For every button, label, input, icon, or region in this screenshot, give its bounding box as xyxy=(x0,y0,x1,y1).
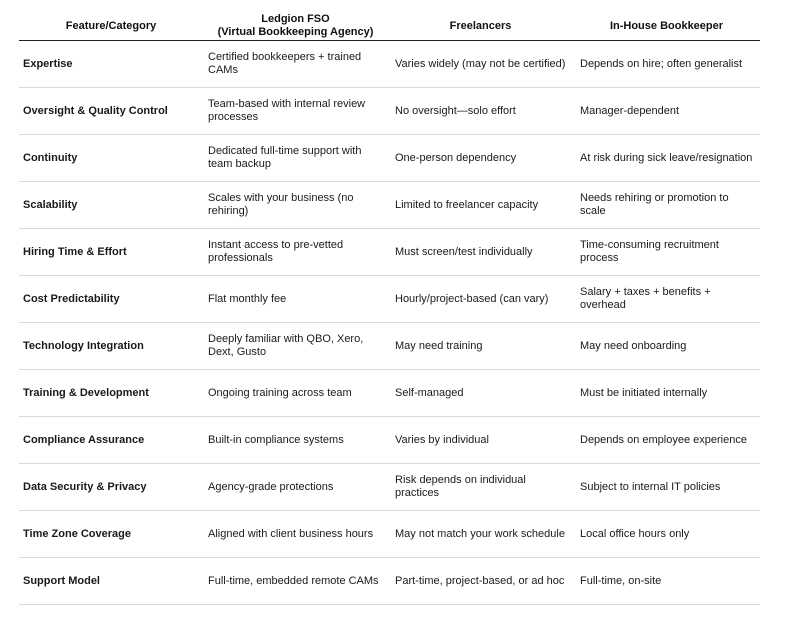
freelancers-cell: Hourly/project-based (can vary) xyxy=(388,276,573,323)
header-agency-subtitle: (Virtual Bookkeeping Agency) xyxy=(217,26,374,38)
inhouse-cell: At risk during sick leave/resignation xyxy=(573,135,760,182)
table-row xyxy=(19,135,760,182)
agency-cell: Scales with your business (no rehiring) xyxy=(203,182,388,229)
inhouse-cell: Depends on employee experience xyxy=(573,417,760,464)
agency-cell: Team-based with internal review processes xyxy=(203,88,388,135)
feature-cell: Cost Predictability xyxy=(19,276,203,323)
table-row xyxy=(19,558,760,605)
feature-cell: Compliance Assurance xyxy=(19,417,203,464)
table-row xyxy=(19,370,760,417)
freelancers-cell: One-person dependency xyxy=(388,135,573,182)
freelancers-cell: Varies by individual xyxy=(388,417,573,464)
inhouse-cell: Salary + taxes + benefits + overhead xyxy=(573,276,760,323)
header-row xyxy=(19,13,760,41)
freelancers-cell: Limited to freelancer capacity xyxy=(388,182,573,229)
table-row xyxy=(19,88,760,135)
inhouse-cell: Full-time, on-site xyxy=(573,558,760,605)
table-row xyxy=(19,417,760,464)
feature-cell: Oversight & Quality Control xyxy=(19,88,203,135)
freelancers-cell: Varies widely (may not be certified) xyxy=(388,41,573,88)
inhouse-cell: Subject to internal IT policies xyxy=(573,464,760,511)
freelancers-cell: Must screen/test individually xyxy=(388,229,573,276)
freelancers-cell: Risk depends on individual practices xyxy=(388,464,573,511)
comparison-table xyxy=(19,13,760,605)
table-body xyxy=(19,41,760,605)
agency-cell: Aligned with client business hours xyxy=(203,511,388,558)
feature-cell: Training & Development xyxy=(19,370,203,417)
inhouse-cell: Local office hours only xyxy=(573,511,760,558)
inhouse-cell: May need onboarding xyxy=(573,323,760,370)
freelancers-cell: Part-time, project-based, or ad hoc xyxy=(388,558,573,605)
table-row xyxy=(19,182,760,229)
feature-cell: Continuity xyxy=(19,135,203,182)
table-row xyxy=(19,41,760,88)
freelancers-cell: Self-managed xyxy=(388,370,573,417)
agency-cell: Agency-grade protections xyxy=(203,464,388,511)
freelancers-cell: No oversight—solo effort xyxy=(388,88,573,135)
header-agency xyxy=(203,13,388,41)
table-row xyxy=(19,229,760,276)
table-row xyxy=(19,464,760,511)
table-row xyxy=(19,276,760,323)
agency-cell: Instant access to pre-vetted professionals xyxy=(203,229,388,276)
inhouse-cell: Manager-dependent xyxy=(573,88,760,135)
feature-cell: Support Model xyxy=(19,558,203,605)
header-freelancers: Freelancers xyxy=(388,13,573,41)
freelancers-cell: May need training xyxy=(388,323,573,370)
feature-cell: Time Zone Coverage xyxy=(19,511,203,558)
header-inhouse: In-House Bookkeeper xyxy=(573,13,760,41)
table-row xyxy=(19,511,760,558)
agency-cell: Built-in compliance systems xyxy=(203,417,388,464)
inhouse-cell: Depends on hire; often generalist xyxy=(573,41,760,88)
inhouse-cell: Must be initiated internally xyxy=(573,370,760,417)
agency-cell: Flat monthly fee xyxy=(203,276,388,323)
feature-cell: Hiring Time & Effort xyxy=(19,229,203,276)
freelancers-cell: May not match your work schedule xyxy=(388,511,573,558)
table-header xyxy=(19,13,760,41)
table-row xyxy=(19,323,760,370)
header-feature: Feature/Category xyxy=(19,13,203,41)
feature-cell: Data Security & Privacy xyxy=(19,464,203,511)
agency-cell: Dedicated full-time support with team backup xyxy=(203,135,388,182)
agency-cell: Full-time, embedded remote CAMs xyxy=(203,558,388,605)
agency-cell: Certified bookkeepers + trained CAMs xyxy=(203,41,388,88)
feature-cell: Scalability xyxy=(19,182,203,229)
feature-cell: Technology Integration xyxy=(19,323,203,370)
agency-cell: Deeply familiar with QBO, Xero, Dext, Gusto xyxy=(203,323,388,370)
inhouse-cell: Needs rehiring or promotion to scale xyxy=(573,182,760,229)
agency-cell: Ongoing training across team xyxy=(203,370,388,417)
header-agency-name: Ledgion FSO xyxy=(261,13,330,25)
feature-cell: Expertise xyxy=(19,41,203,88)
inhouse-cell: Time-consuming recruitment process xyxy=(573,229,760,276)
